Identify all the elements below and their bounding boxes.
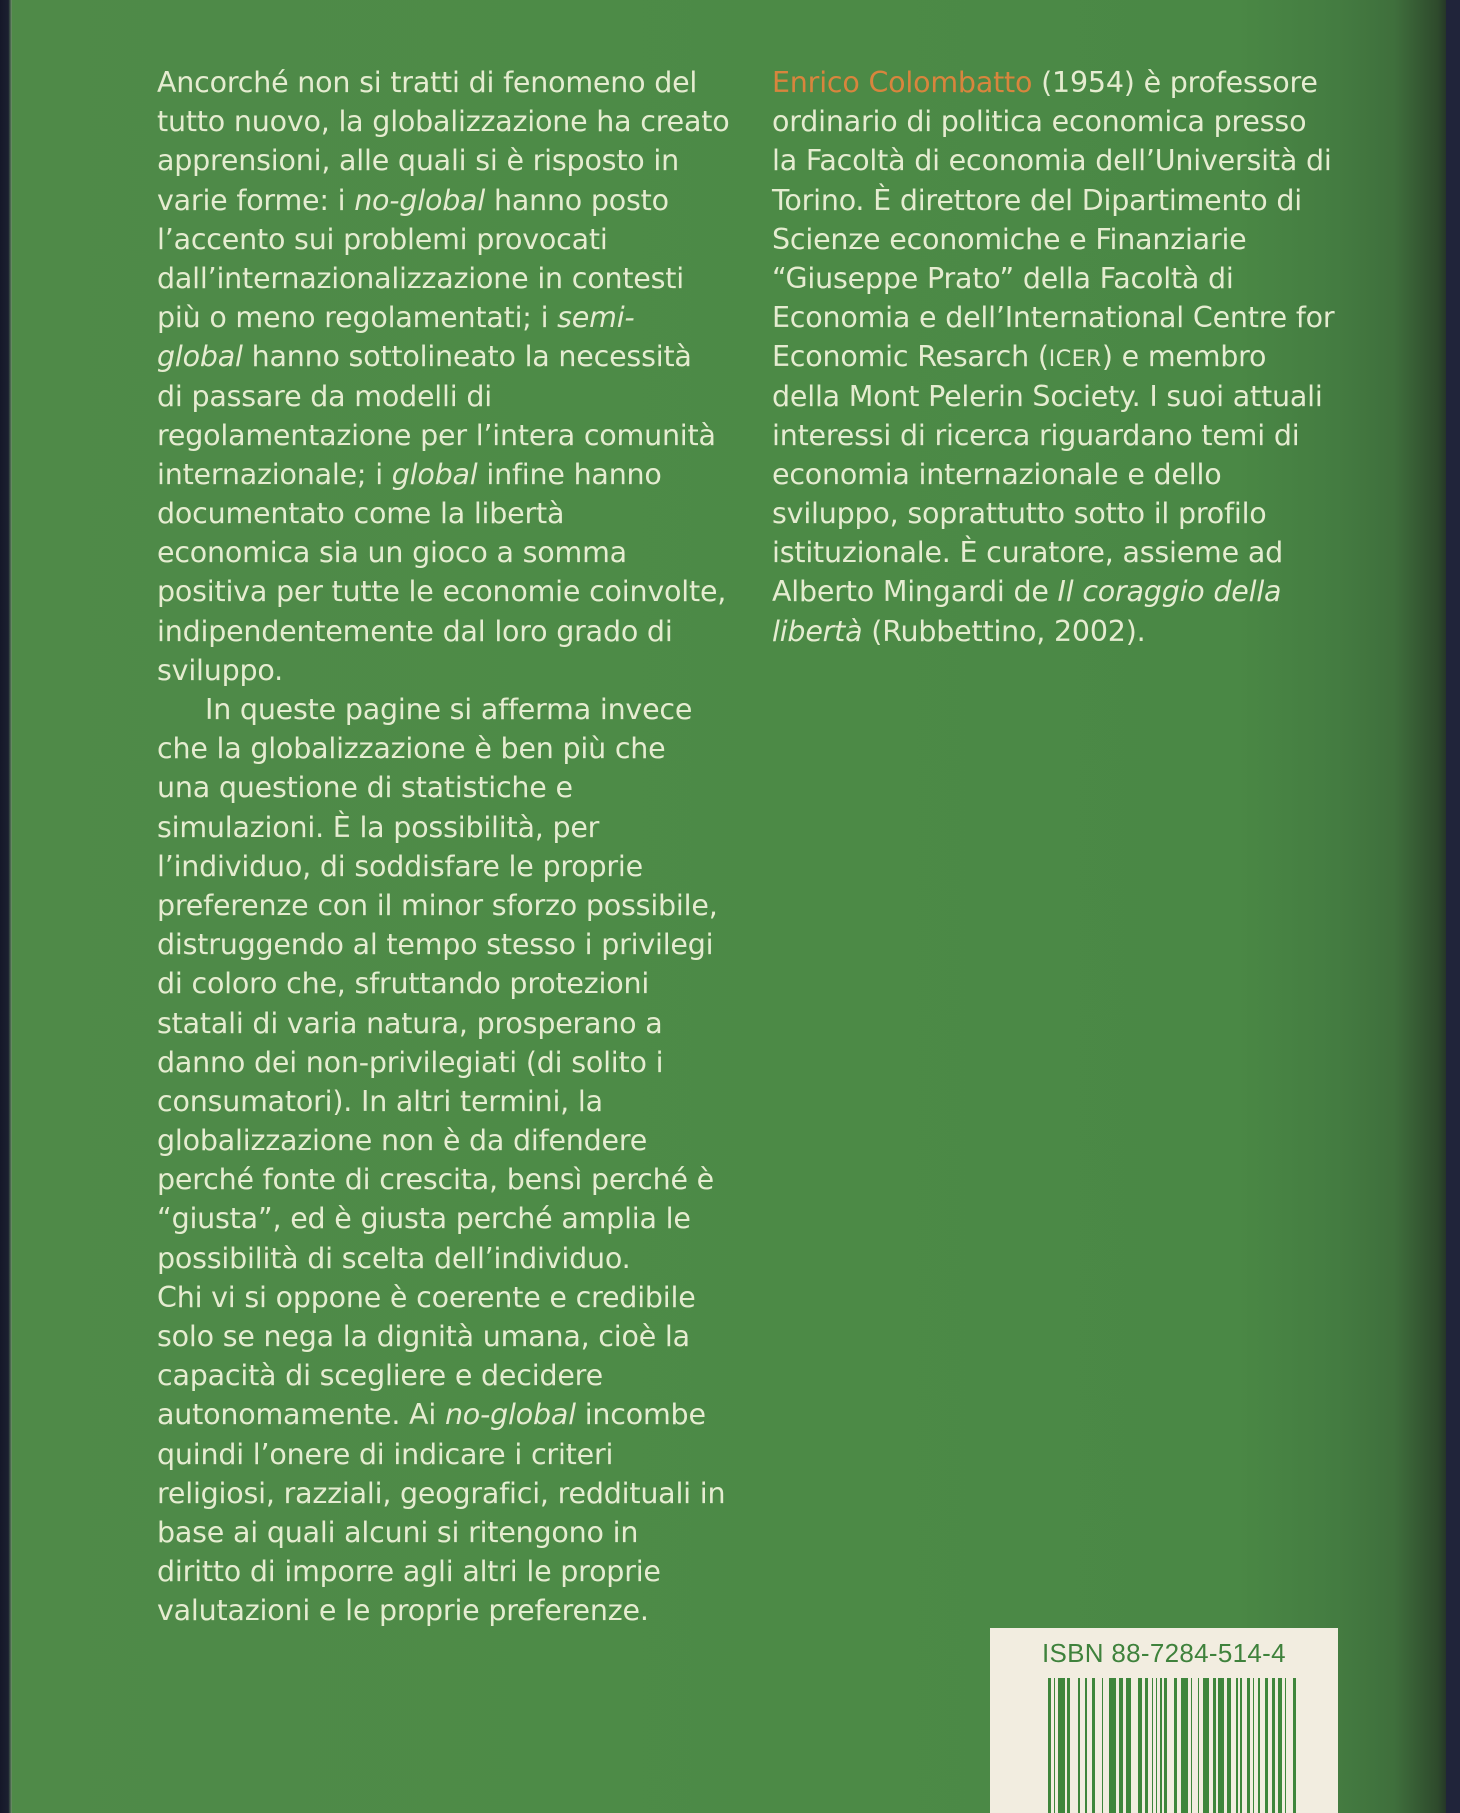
text-segment: apprensioni, alle quali si è risposto in [157, 144, 679, 178]
text-line [157, 1474, 757, 1513]
barcode-bar [1293, 1678, 1296, 1813]
text-segment: l’individuo, di soddisfare le proprie [157, 849, 643, 883]
text-segment: In queste pagine si afferma invece [205, 693, 693, 726]
text-line [772, 63, 1352, 102]
text-segment: quindi l’onere di indicare i criteri [157, 1437, 614, 1471]
text-segment: interessi di ricerca riguardano temi di [772, 418, 1300, 452]
isbn-label: ISBN 88-7284-514-4 [1042, 1638, 1286, 1668]
text-line [157, 1435, 757, 1474]
text-segment: Ancorché non si tratti di fenomeno del [157, 66, 698, 99]
text-segment: di passare da modelli di [157, 379, 492, 413]
text-segment: Economia e dell’International Centre for [772, 301, 1335, 335]
text-line [772, 181, 1352, 220]
text-line [157, 572, 757, 611]
text-segment: di coloro che, sfruttando protezioni [157, 967, 650, 1001]
italic-term: Il coraggio della [1057, 575, 1282, 609]
text-line [157, 141, 757, 180]
text-line [772, 612, 1352, 651]
text-segment: incombe [575, 1398, 706, 1432]
text-line [157, 1356, 757, 1395]
text-segment: l’accento sui problemi provocati [157, 222, 608, 256]
blurb-text [157, 63, 757, 1631]
text-line [157, 1121, 757, 1160]
text-line [772, 455, 1352, 494]
text-line [157, 1199, 757, 1238]
barcode-gap [1167, 1678, 1174, 1813]
text-segment: Torino. È direttore del Dipartimento di [772, 183, 1302, 217]
text-line [157, 690, 757, 729]
barcode-bar [1181, 1678, 1188, 1813]
italic-term: semi- [557, 301, 635, 335]
text-line [157, 337, 757, 376]
text-segment: regolamentazione per l’intera comunità [157, 418, 716, 452]
text-line [772, 377, 1352, 416]
italic-term: global [157, 340, 243, 374]
text-segment: che la globalizzazione è ben più che [157, 732, 666, 766]
text-segment: tutto nuovo, la globalizzazione ha creato [157, 105, 730, 139]
text-line [157, 925, 757, 964]
text-segment: ordinario di politica economica presso [772, 105, 1307, 139]
text-line [157, 1278, 757, 1317]
text-segment: istituzionale. È curatore, assieme ad [772, 536, 1283, 570]
text-segment: più o meno regolamentati; i [157, 301, 558, 335]
text-line [157, 1513, 757, 1552]
text-line [157, 181, 757, 220]
text-segment: preferenze con il minor sforzo possibile, [157, 888, 718, 922]
text-segment: sviluppo. [157, 653, 283, 687]
text-line [157, 651, 757, 690]
barcode-gap [1286, 1678, 1293, 1813]
text-segment: infine hanno [477, 457, 662, 491]
barcode-gap [1095, 1678, 1102, 1813]
text-segment: internazionale; i [157, 457, 392, 491]
text-segment: autonomamente. Ai [157, 1398, 445, 1432]
text-segment: danno dei non-privilegiati (di solito i [157, 1045, 664, 1079]
text-line [772, 416, 1352, 455]
text-line [157, 416, 757, 455]
text-segment: simulazioni. È la possibilità, per [157, 810, 600, 844]
text-segment: economia internazionale e dello [772, 457, 1222, 491]
text-segment: perché fonte di crescita, bensì perché è [157, 1163, 714, 1197]
text-line [157, 298, 757, 337]
text-segment: Alberto Mingardi de [772, 575, 1058, 609]
text-line [157, 612, 757, 651]
text-line [157, 102, 757, 141]
text-segment: statali di varia natura, prosperano a [157, 1006, 663, 1040]
text-segment: globalizzazione non è da difendere [157, 1124, 648, 1158]
text-line [157, 729, 757, 768]
text-segment: hanno posto [485, 183, 669, 217]
text-line [157, 886, 757, 925]
text-segment: “giusta”, ed è giusta perché amplia le [157, 1202, 691, 1236]
text-line [157, 1552, 757, 1591]
barcode-icon [1048, 1678, 1296, 1813]
italic-term: no-global [444, 1398, 576, 1432]
text-segment: hanno sottolineato la necessità [242, 340, 692, 374]
text-segment: (1954) è professore [1032, 66, 1318, 99]
text-line [157, 1317, 757, 1356]
isbn-barcode-box [990, 1628, 1338, 1813]
barcode-gap [1131, 1678, 1138, 1813]
text-line [772, 572, 1352, 611]
text-segment: Economic Resarch ( [772, 340, 1049, 374]
barcode-bar [1058, 1678, 1065, 1813]
text-segment: ) e membro [1101, 340, 1267, 374]
text-segment: possibilità di scelta dell’individuo. [157, 1241, 631, 1275]
acronym: ICER [1048, 347, 1102, 373]
text-line [157, 808, 757, 847]
italic-term: no-global [354, 183, 486, 217]
text-line [772, 494, 1352, 533]
italic-term: global [391, 457, 478, 491]
text-segment: indipendentemente dal loro grado di [157, 614, 673, 648]
text-line [157, 533, 757, 572]
text-line [157, 494, 757, 533]
text-line [157, 1591, 757, 1630]
text-line [772, 533, 1352, 572]
text-line [157, 1004, 757, 1043]
barcode-bar [1109, 1678, 1116, 1813]
text-line [772, 141, 1352, 180]
text-line [157, 847, 757, 886]
text-segment: capacità di scegliere e decidere [157, 1359, 603, 1393]
text-segment: Scienze economiche e Finanziarie [772, 222, 1247, 256]
text-segment: “Giuseppe Prato” della Facoltà di [772, 261, 1234, 295]
text-segment: varie forme: i [157, 183, 355, 217]
text-line [157, 768, 757, 807]
text-segment: della Mont Pelerin Society. I suoi attuali [772, 379, 1323, 413]
text-segment: diritto di imporre agli altri le proprie [157, 1555, 661, 1589]
text-segment: base ai quali alcuni si ritengono in [157, 1515, 639, 1549]
text-line [157, 1082, 757, 1121]
text-line [772, 102, 1352, 141]
text-line [157, 1160, 757, 1199]
text-line [157, 1395, 757, 1434]
text-line [772, 220, 1352, 259]
text-line [157, 1239, 757, 1278]
text-segment: positiva per tutte le economie coinvolte, [157, 575, 727, 609]
text-line [157, 455, 757, 494]
text-line [157, 259, 757, 298]
text-segment: religiosi, razziali, geografici, reddituali in [157, 1476, 726, 1510]
text-segment: una questione di statistiche e [157, 771, 573, 805]
text-segment: documentato come la libertà [157, 497, 565, 531]
text-line [157, 220, 757, 259]
text-line [157, 377, 757, 416]
text-line [157, 1043, 757, 1082]
text-line [772, 298, 1352, 337]
text-segment: economica sia un gioco a somma [157, 536, 627, 570]
text-line [157, 964, 757, 1003]
text-segment: la Facoltà di economia dell’Università di [772, 144, 1332, 178]
book-right-edge [1446, 0, 1460, 1813]
text-segment: valutazioni e le proprie preferenze. [157, 1594, 649, 1628]
text-line [157, 63, 757, 102]
text-segment: distruggendo al tempo stesso i privilegi [157, 928, 714, 962]
text-segment: sviluppo, soprattutto sotto il profilo [772, 497, 1267, 531]
text-segment: consumatori). In altri termini, la [157, 1084, 603, 1118]
text-line [772, 337, 1352, 376]
author-bio [772, 63, 1352, 651]
text-line [772, 259, 1352, 298]
barcode-gap [1070, 1678, 1078, 1813]
author-name: Enrico Colombatto [772, 66, 1033, 99]
book-left-edge [0, 0, 12, 1813]
italic-term: libertà [772, 614, 863, 648]
text-segment: solo se nega la dignità umana, cioè la [157, 1320, 690, 1353]
text-segment: (Rubbettino, 2002). [862, 614, 1146, 648]
text-segment: dall’internazionalizzazione in contesti [157, 261, 684, 295]
text-segment: Chi vi si oppone è coerente e credibile [157, 1280, 696, 1314]
